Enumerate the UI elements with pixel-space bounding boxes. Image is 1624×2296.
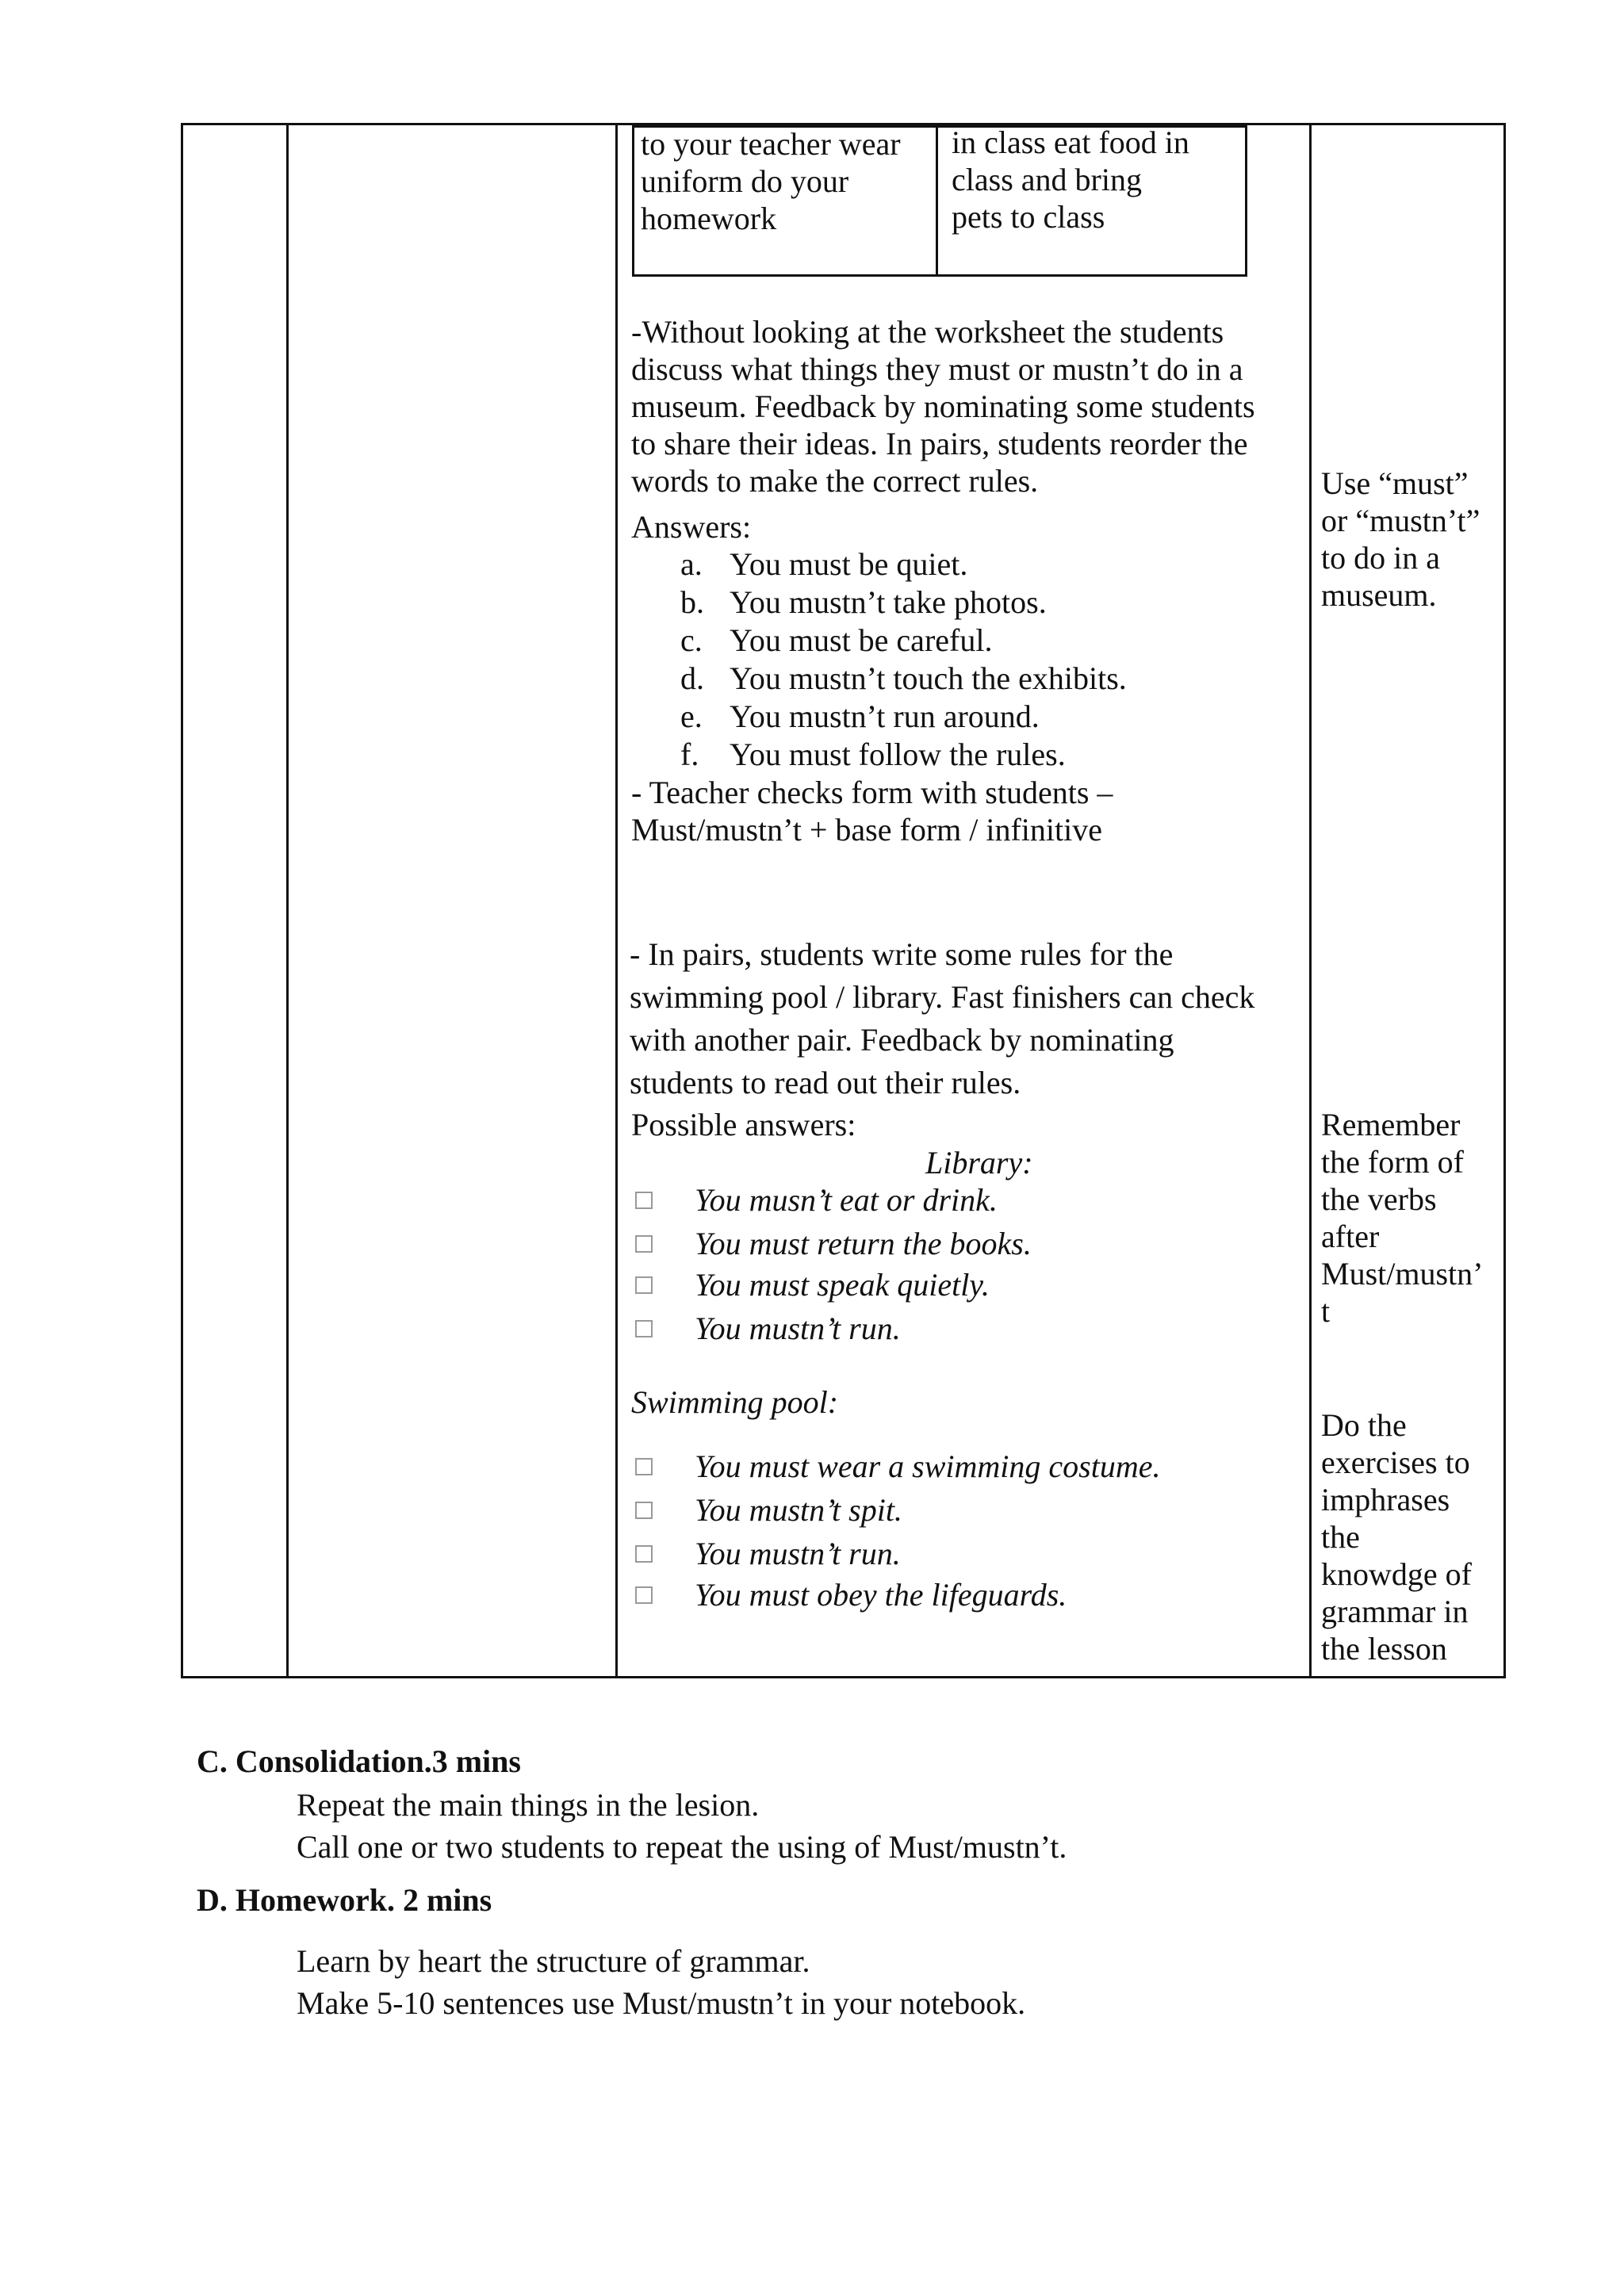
answer-letter: f. xyxy=(680,737,699,772)
museum-activity-intro xyxy=(631,313,1255,499)
paragraph-line: with another pair. Feedback by nominating xyxy=(630,1022,1174,1058)
homework-body xyxy=(297,1940,1025,2024)
answers-label: Answers: xyxy=(631,509,752,545)
bullet-box-icon xyxy=(635,1545,653,1563)
note-museum xyxy=(1321,465,1480,614)
bullet-box-icon xyxy=(635,1502,653,1519)
pool-item: You mustn’t spit. xyxy=(695,1492,902,1528)
bullet-box-icon xyxy=(635,1235,653,1253)
body-line: Repeat the main things in the lesion. xyxy=(297,1787,760,1823)
answer-text: You mustn’t run around. xyxy=(730,698,1040,734)
note-line: the lesson xyxy=(1321,1631,1447,1667)
note-line: t xyxy=(1321,1293,1331,1329)
note-line: Use “must” xyxy=(1321,465,1469,501)
inner-table-border-bottom xyxy=(632,274,1247,277)
paragraph-line: - In pairs, students write some rules for the xyxy=(630,936,1174,972)
inner-left-line: homework xyxy=(641,201,777,236)
bullet-box-icon xyxy=(635,1320,653,1337)
answer-letter: a. xyxy=(680,546,703,582)
bullet-box-icon xyxy=(635,1586,653,1604)
note-line: Remember xyxy=(1321,1107,1461,1142)
note-line: the verbs xyxy=(1321,1181,1437,1217)
paragraph-line: words to make the correct rules. xyxy=(631,463,1039,499)
pool-library-intro xyxy=(630,933,1254,1104)
answer-text: You mustn’t touch the exhibits. xyxy=(730,660,1127,696)
answer-text: You must be careful. xyxy=(730,622,993,658)
note-verb-form xyxy=(1321,1106,1483,1330)
bullet-box-icon xyxy=(635,1192,653,1209)
answer-text: You must follow the rules. xyxy=(730,737,1066,772)
pool-item: You must obey the lifeguards. xyxy=(695,1577,1067,1613)
body-line: Learn by heart the structure of grammar. xyxy=(297,1943,810,1979)
note-line: or “mustn’t” xyxy=(1321,503,1480,538)
body-line: Call one or two students to repeat the using of Must/mustn’t. xyxy=(297,1829,1067,1865)
answer-letter: d. xyxy=(680,660,704,696)
note-line: grammar in xyxy=(1321,1594,1469,1629)
table-column-divider-3 xyxy=(1309,123,1312,1678)
note-line: imphrases xyxy=(1321,1482,1450,1517)
note-line: the xyxy=(1321,1519,1360,1555)
possible-answers-label: Possible answers: xyxy=(631,1107,856,1142)
note-line: museum. xyxy=(1321,577,1437,613)
inner-table-border-right xyxy=(1245,125,1247,277)
inner-table-border-left xyxy=(632,125,634,277)
consolidation-heading: C. Consolidation.3 mins xyxy=(197,1743,521,1779)
note-line: after xyxy=(1321,1219,1380,1254)
table-column-divider-2 xyxy=(615,123,618,1678)
answer-letter: c. xyxy=(680,622,703,658)
note-line: the form of xyxy=(1321,1144,1464,1180)
paragraph-line: discuss what things they must or mustn’t do in a xyxy=(631,351,1243,387)
inner-table-left-cell xyxy=(641,125,901,237)
paragraph-line: -Without looking at the worksheet the students xyxy=(631,314,1224,350)
pool-item: You mustn’t run. xyxy=(695,1536,901,1571)
homework-heading: D. Homework. 2 mins xyxy=(197,1882,492,1918)
note-line: Must/mustn’ xyxy=(1321,1256,1484,1292)
note-exercises xyxy=(1321,1406,1472,1667)
inner-left-line: uniform do your xyxy=(641,163,849,199)
pool-item: You must wear a swimming costume. xyxy=(695,1448,1161,1484)
answer-text: You mustn’t take photos. xyxy=(730,584,1047,620)
library-item: You mustn’t run. xyxy=(695,1311,901,1346)
paragraph-line: to share their ideas. In pairs, students reorder the xyxy=(631,426,1248,461)
consolidation-body xyxy=(297,1784,1067,1868)
answer-letter: b. xyxy=(680,584,704,620)
bullet-box-icon xyxy=(635,1458,653,1475)
library-item: You must speak quietly. xyxy=(695,1267,990,1303)
answer-letter: e. xyxy=(680,698,703,734)
inner-right-line: in class eat food in xyxy=(952,124,1189,160)
paragraph-line: students to read out their rules. xyxy=(630,1065,1021,1100)
table-column-divider-1 xyxy=(286,123,289,1678)
paragraph-line: Must/mustn’t + base form / infinitive xyxy=(631,812,1103,848)
library-heading: Library: xyxy=(925,1145,1033,1181)
library-item: You musn’t eat or drink. xyxy=(695,1182,998,1218)
pool-heading: Swimming pool: xyxy=(631,1384,839,1420)
inner-left-line: to your teacher wear xyxy=(641,126,901,162)
table-border-bottom xyxy=(181,1676,1506,1678)
table-border-left xyxy=(181,123,183,1678)
note-line: knowdge of xyxy=(1321,1556,1472,1592)
inner-table-right-cell xyxy=(952,124,1189,235)
note-line: to do in a xyxy=(1321,540,1440,576)
note-line: exercises to xyxy=(1321,1445,1470,1480)
library-item: You must return the books. xyxy=(695,1226,1032,1261)
table-border-right xyxy=(1503,123,1506,1678)
paragraph-line: - Teacher checks form with students – xyxy=(631,775,1113,810)
inner-right-line: class and bring xyxy=(952,162,1142,197)
bullet-box-icon xyxy=(635,1276,653,1294)
inner-table-divider xyxy=(936,125,938,277)
body-line: Make 5-10 sentences use Must/mustn’t in your notebook. xyxy=(297,1985,1026,2021)
inner-right-line: pets to class xyxy=(952,199,1105,235)
form-check-note xyxy=(631,774,1113,848)
note-line: Do the xyxy=(1321,1407,1407,1443)
paragraph-line: swimming pool / library. Fast finishers can check xyxy=(630,979,1255,1015)
answer-text: You must be quiet. xyxy=(730,546,968,582)
paragraph-line: museum. Feedback by nominating some students xyxy=(631,388,1255,424)
